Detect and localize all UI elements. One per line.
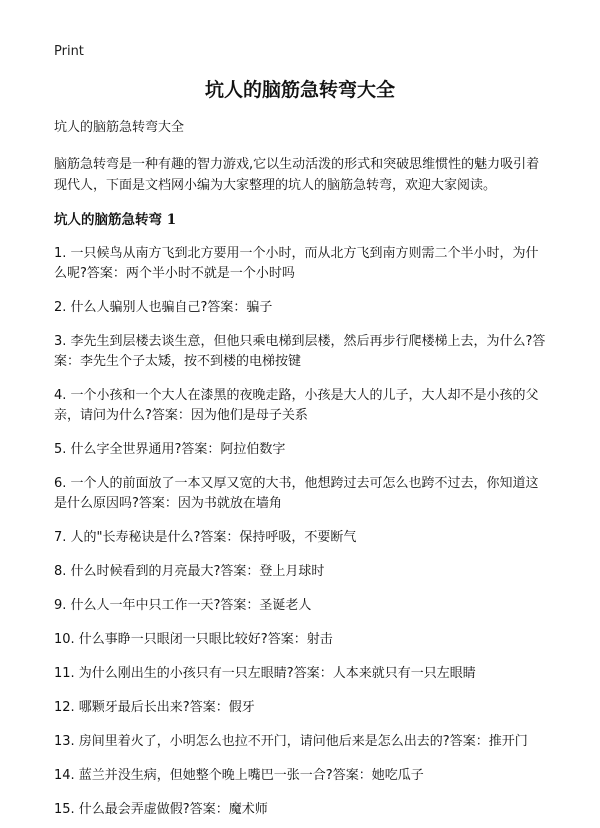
document-subtitle: 坑人的脑筋急转弯大全 (54, 120, 185, 135)
riddle-item-7: 7. 人的"长寿秘诀是什么?答案：保持呼吸，不要断气 (54, 530, 357, 545)
section-heading: 坑人的脑筋急转弯 1 (54, 212, 177, 228)
riddle-list (54, 244, 546, 820)
riddle-item-13: 13. 房间里着火了，小明怎么也拉不开门，请问他后来是怎么出去的?答案：推开门 (54, 734, 528, 749)
riddle-item-4: 4. 一个小孩和一个大人在漆黑的夜晚走路，小孩是大人的儿子，大人却不是小孩的父亲，请问为什么?答案：因为他们是母子关系 (54, 388, 539, 423)
riddle-item-2: 2. 什么人骗别人也骗自己?答案：骗子 (54, 300, 273, 315)
riddle-item-1: 1. 一只候鸟从南方飞到北方要用一个小时，而从北方飞到南方则需二个半小时，为什么呢?答案：两个半小时不就是一个小时吗 (54, 246, 539, 281)
print-link[interactable]: Print (54, 44, 84, 59)
intro-paragraph: 脑筋急转弯是一种有趣的智力游戏,它以生动活泼的形式和突破思维惯性的魅力吸引着现代人，下面是文档网小编为大家整理的坑人的脑筋急转弯，欢迎大家阅读。 (54, 157, 540, 193)
riddle-item-5: 5. 什么字全世界通用?答案：阿拉伯数字 (54, 442, 286, 457)
riddle-item-10: 10. 什么事睁一只眼闭一只眼比较好?答案：射击 (54, 632, 333, 647)
riddle-item-11: 11. 为什么刚出生的小孩只有一只左眼睛?答案：人本来就只有一只左眼睛 (54, 666, 476, 681)
riddle-item-14: 14. 蓝兰并没生病，但她整个晚上嘴巴一张一合?答案：她吃瓜子 (54, 768, 424, 783)
riddle-item-8: 8. 什么时候看到的月亮最大?答案：登上月球时 (54, 564, 325, 579)
riddle-item-9: 9. 什么人一年中只工作一天?答案：圣诞老人 (54, 598, 312, 613)
riddle-item-6: 6. 一个人的前面放了一本又厚又宽的大书，他想跨过去可怎么也跨不过去，你知道这是什么原因吗?答案：因为书就放在墙角 (54, 476, 539, 511)
riddle-item-15: 15. 什么最会弄虚做假?答案：魔术师 (54, 802, 268, 817)
page-title: 坑人的脑筋急转弯大全 (204, 79, 395, 101)
riddle-item-12: 12. 哪颗牙最后长出来?答案：假牙 (54, 700, 255, 715)
riddle-item-3: 3. 李先生到层楼去谈生意，但他只乘电梯到层楼，然后再步行爬楼梯上去，为什么?答案：李先生个子太矮，按不到楼的电梯按键 (54, 334, 546, 369)
